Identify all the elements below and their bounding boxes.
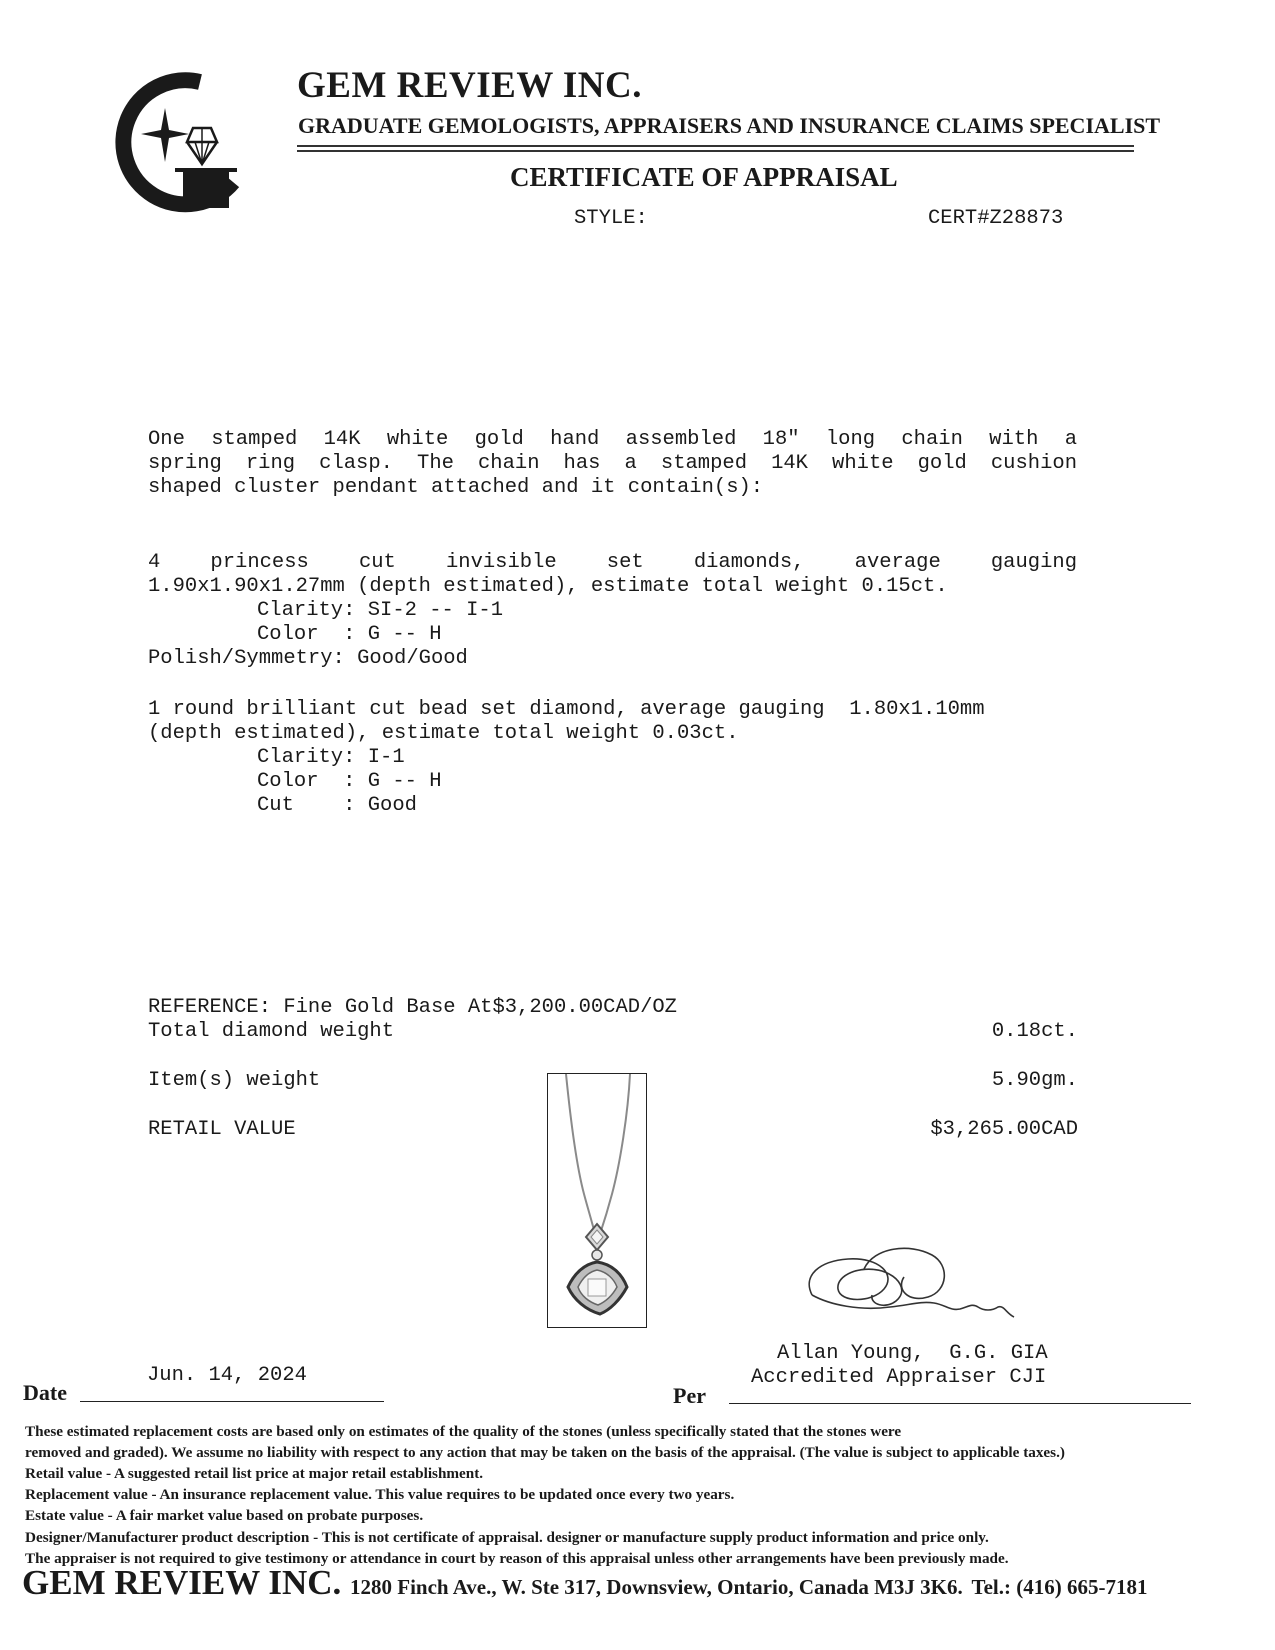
stone1-clarity: Clarity: SI-2 -- I-1	[257, 599, 504, 622]
stone2-cut: Cut : Good	[257, 794, 417, 817]
stone2-clarity: Clarity: I-1	[257, 746, 405, 769]
disclaimer-line: Estate value - A fair market value based on probate purposes.	[25, 1507, 424, 1524]
stone2-color: Color : G -- H	[257, 770, 442, 793]
description-line: shaped cluster pendant attached and it contain(s):	[148, 476, 764, 499]
stone1-line: 4 princess cut invisible set diamonds, average gauging	[148, 551, 1077, 574]
stone2-line: (depth estimated), estimate total weight 0.03ct.	[148, 722, 739, 745]
diamond-weight-label: Total diamond weight	[148, 1020, 395, 1043]
stone2-line: 1 round brilliant cut bead set diamond, average gauging 1.80x1.10mm	[148, 698, 985, 721]
retail-value-amount: $3,265.00CAD	[930, 1118, 1078, 1141]
footer-phone: Tel.: (416) 665-7181	[971, 1575, 1148, 1599]
item-weight-value: 5.90gm.	[991, 1069, 1078, 1092]
date-line	[80, 1401, 384, 1402]
diamond-weight-value: 0.18ct.	[991, 1020, 1078, 1043]
description-line: One stamped 14K white gold hand assembled 18" long chain with a	[148, 428, 1077, 451]
company-name: GEM REVIEW INC.	[297, 65, 642, 106]
disclaimer-line: removed and graded). We assume no liability with respect to any action that may be taken on the basis of the appraisal. (The value is subject to applicable taxes.)	[25, 1444, 1065, 1461]
disclaimer-line: The appraiser is not required to give testimony or attendance in court by reason of this appraisal unless other arrangements have been previously made.	[25, 1550, 1009, 1567]
appraiser-signature	[800, 1245, 1030, 1325]
stone1-polish: Polish/Symmetry: Good/Good	[148, 647, 468, 670]
pendant-necklace-icon	[548, 1074, 646, 1327]
certificate-title: CERTIFICATE OF APPRAISAL	[510, 162, 898, 192]
stone1-color: Color : G -- H	[257, 623, 442, 646]
item-weight-label: Item(s) weight	[148, 1069, 321, 1092]
footer-company	[22, 1563, 1147, 1603]
appraiser-title: Accredited Appraiser CJI	[751, 1366, 1047, 1389]
per-label: Per	[673, 1383, 706, 1408]
disclaimer-line: Retail value - A suggested retail list price at major retail establishment.	[25, 1465, 484, 1482]
disclaimer-line: Replacement value - An insurance replacement value. This value requires to be updated once every two years.	[25, 1486, 735, 1503]
company-logo-icon	[105, 72, 245, 222]
style-label: STYLE:	[574, 207, 648, 230]
description-line: spring ring clasp. The chain has a stamped 14K white gold cushion	[148, 452, 1077, 475]
header-rule-top	[297, 145, 1134, 147]
retail-value-label: RETAIL VALUE	[148, 1118, 296, 1141]
reference-line: REFERENCE: Fine Gold Base At$3,200.00CAD/OZ	[148, 996, 677, 1019]
footer-company-name: GEM REVIEW INC.	[22, 1563, 342, 1602]
stone1-line: 1.90x1.90x1.27mm (depth estimated), estimate total weight 0.15ct.	[148, 575, 948, 598]
disclaimer-line: These estimated replacement costs are based only on estimates of the quality of the stones (unless specifically stated that the stones were	[25, 1423, 902, 1440]
appraiser-name: Allan Young, G.G. GIA	[777, 1342, 1048, 1365]
company-tagline: GRADUATE GEMOLOGISTS, APPRAISERS AND INSURANCE CLAIMS SPECIALIST	[298, 113, 1161, 138]
date-value: Jun. 14, 2024	[147, 1364, 307, 1387]
footer-address: 1280 Finch Ave., W. Ste 317, Downsview, Ontario, Canada M3J 3K6.	[350, 1575, 963, 1599]
per-signature-line	[729, 1403, 1191, 1404]
disclaimer-line: Designer/Manufacturer product description - This is not certificate of appraisal. designer or manufacture supply product information and price only.	[25, 1529, 989, 1546]
item-photo	[547, 1073, 647, 1328]
header-rule-bottom	[297, 150, 1134, 152]
date-label: Date	[23, 1380, 67, 1405]
cert-number: CERT#Z28873	[928, 207, 1064, 230]
